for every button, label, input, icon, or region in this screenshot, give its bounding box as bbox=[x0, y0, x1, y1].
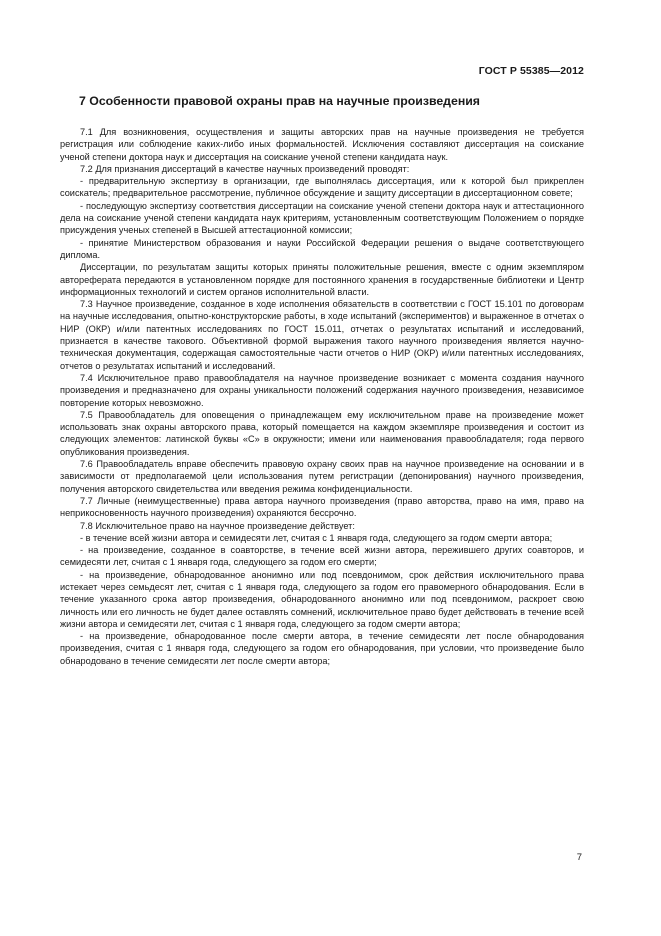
document-body bbox=[60, 126, 584, 667]
list-item: - последующую экспертизу соответствия диссертации на соискание ученой степени доктора наук и аттестационного дела на соискание ученой степени кандидата наук критериям, установленным соответствующим Положением о порядке присуждения ученых степеней в Высшей аттестационной комиссии; bbox=[60, 200, 584, 236]
list-item: - на произведение, созданное в соавторстве, в течение всей жизни автора, пережившего других соавторов, и семидесяти лет, считая с 1 января года, следующего за годом его смерти; bbox=[60, 545, 584, 568]
paragraph-7-4: 7.4 Исключительное право правообладателя на научное произведение возникает с момента создания научного произведения и предназначено для охраны уникальности положений содержания научного произведения, независимое повторение которых невозможно. bbox=[60, 372, 584, 408]
list-item: - на произведение, обнародованное анонимно или под псевдонимом, срок действия исключительного права истекает через семьдесят лет, считая с 1 января года, следующего за годом его правомерного обнародования. Если в течение указанного срока автор произведения, обнародованного анонимно или под псевдонимом, раскроет свою личность или его личность не будет далее оставлять сомнений, исключительное право будет действовать в течение всей жизни автора и семидесяти лет, считая с 1 января года, следующего за годом смерти автора; bbox=[60, 569, 584, 629]
document-code: ГОСТ Р 55385—2012 bbox=[478, 65, 584, 77]
list-item: - в течение всей жизни автора и семидесяти лет, считая с 1 января года, следующего за годом смерти автора; bbox=[80, 532, 553, 543]
paragraph-7-7: 7.7 Личные (неимущественные) права автора научного произведения (право авторства, право на имя, право на неприкосновенность научного произведения) охраняются бессрочно. bbox=[60, 495, 584, 519]
page-number: 7 bbox=[576, 852, 582, 863]
paragraph-7-2: 7.2 Для признания диссертаций в качестве научных произведений проводят: bbox=[80, 163, 410, 174]
list-item: - принятие Министерством образования и науки Российской Федерации решения о выдаче соответствующего диплома. bbox=[60, 237, 584, 260]
list-item: - предварительную экспертизу в организации, где выполнялась диссертация, или к которой был прикреплен соискатель; предварительное рассмотрение, публичное обсуждение и защиту диссертации в диссертационном совете; bbox=[60, 176, 584, 199]
paragraph-7-1: 7.1 Для возникновения, осуществления и защиты авторских прав на научные произведения не требуется регистрация или соблюдение каких-либо иных формальностей. Исключения составляют диссертация на соискание ученой степени доктора наук и диссертация на соискание ученой степени кандидата наук. bbox=[60, 127, 584, 162]
section-title: 7 Особенности правовой охраны прав на научные произведения bbox=[79, 94, 480, 108]
paragraph-7-6: 7.6 Правообладатель вправе обеспечить правовую охрану своих прав на научное произведение на основании и в зависимости от предполагаемой цели использования путем регистрации (депонирования) научного произведения, получения авторского свидетельства или введения режима конфиденциальности. bbox=[60, 459, 584, 494]
list-item: - на произведение, обнародованное после смерти автора, в течение семидесяти лет после обнародования произведения, считая с 1 января года, следующего за годом его обнародования, при условии, что произведение было обнародовано в течение семидесяти лет после смерти автора; bbox=[60, 631, 584, 666]
paragraph-dissertations: Диссертации, по результатам защиты которых приняты положительные решения, вместе с одним экземпляром автореферата передаются в установленном порядке для постоянного хранения в государственные библиотеки и Центр информационных технологий и систем органов исполнительной власти. bbox=[60, 262, 584, 297]
paragraph-7-5: 7.5 Правообладатель для оповещения о принадлежащем ему исключительном праве на произведение может использовать знак охраны авторского права, который помещается на каждом экземпляре произведения и состоит из следующих элементов: латинской буквы «C» в окружности; имени или наименования правообладателя; года первого опубликования произведения. bbox=[60, 409, 584, 457]
paragraph-7-8: 7.8 Исключительное право на научное произведение действует: bbox=[80, 520, 355, 531]
paragraph-7-3: 7.3 Научное произведение, созданное в ходе исполнения обязательств в соответствии с ГОСТ 15.101 по договорам на научные исследования, опытно-конструкторские работы, в ходе испытаний (экспериментов) и выраженное в отчетах о НИР (ОКР) и/или патентных исследованиях по ГОСТ 15.011, отчетах о результатах испытаний и исследований, признается в качестве такового. Объективной формой выражения такого научного произведения является научно-техническая документация, содержащая самостоятельные части отчетов о НИР (ОКР) и/или патентных исследованиях, отчетов о результатах испытаний и исследований. bbox=[60, 299, 584, 371]
